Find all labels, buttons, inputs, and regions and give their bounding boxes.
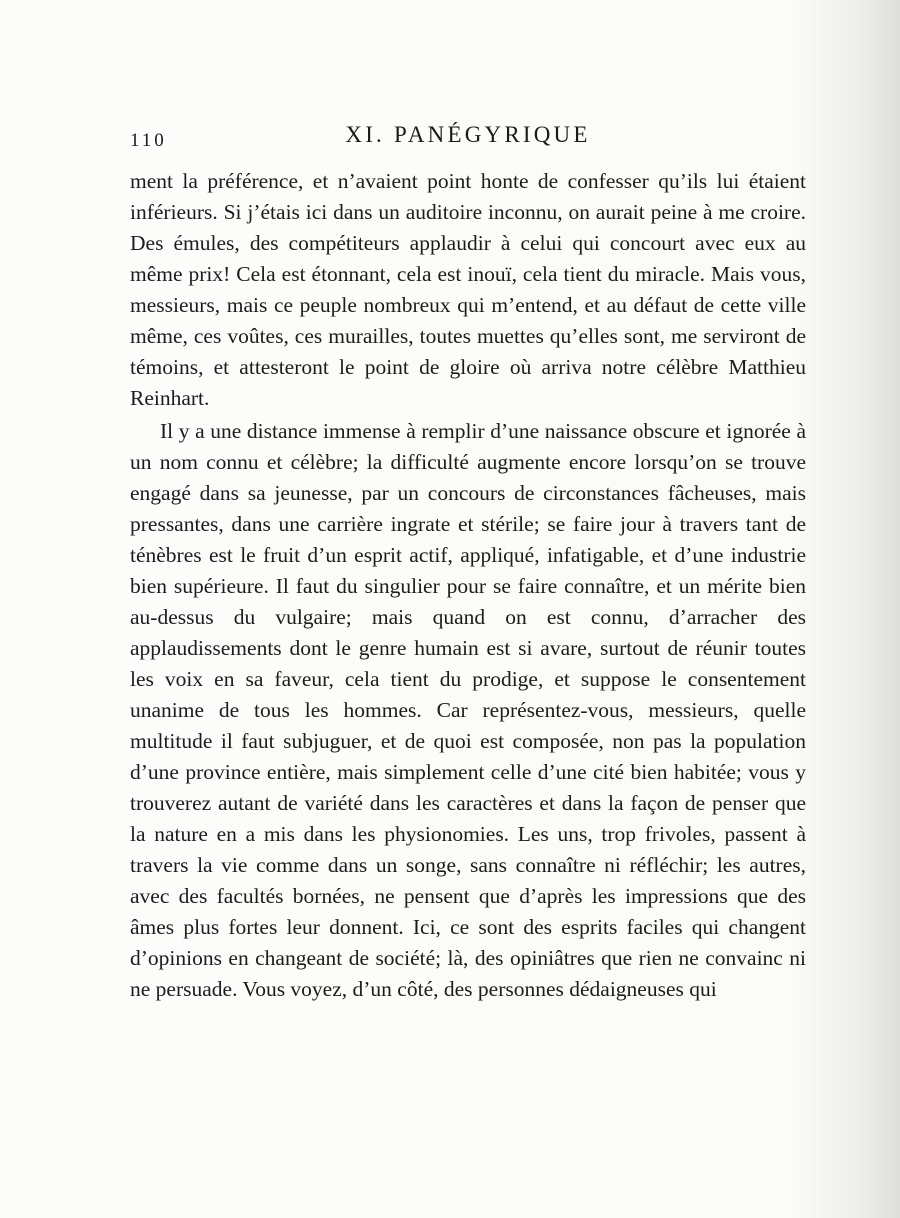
paragraph-continued: ment la préférence, et n’avaient point honte de confesser qu’ils lui étaient inférieurs. Si j’étais ici dans un auditoire inconnu, on aurait peine à me croire. Des émules, des compétiteurs applaudir à celui qui concourt avec eux au même prix! Cela est étonnant, cela est inouï, cela tient du miracle. Mais vous, messieurs, mais ce peuple nombreux qui m’entend, et au défaut de cette ville même, ces voûtes, ces murailles, toutes muettes qu’elles sont, me serviront de témoins, et attesteront le point de gloire où arriva notre célèbre Matthieu Reinhart. [130,169,806,410]
body-text [130,166,806,1005]
page-number: 110 [130,130,167,151]
page-header [130,122,806,156]
running-title: XI. PANÉGYRIQUE [345,122,591,147]
paragraph: Il y a une distance immense à remplir d’une naissance obscure et ignorée à un nom connu et célèbre; la difficulté augmente encore lorsqu’on se trouve engagé dans sa jeunesse, par un concours de circonstances fâcheuses, mais pressantes, dans une carrière ingrate et stérile; se faire jour à travers tant de ténèbres est le fruit d’un esprit actif, appliqué, infatigable, et d’une industrie bien supérieure. Il faut du singulier pour se faire connaître, et un mérite bien au-dessus du vulgaire; mais quand on est connu, d’arracher des applaudissements dont le genre humain est si avare, surtout de réunir toutes les voix en sa faveur, cela tient du prodige, et suppose le consentement unanime de tous les hommes. Car représentez-vous, messieurs, quelle multitude il faut subjuguer, et de quoi est composée, non pas la population d’une province entière, mais simplement celle d’une cité bien habitée; vous y trouverez autant de variété dans les caractères et dans la façon de penser que la nature en a mis dans les physionomies. Les uns, trop frivoles, passent à travers la vie comme dans un songe, sans connaître ni réfléchir; les autres, avec des facultés bornées, ne pensent que d’après les impressions que des âmes plus fortes leur donnent. Ici, ce sont des esprits faciles qui changent d’opinions en changeant de société; là, des opiniâtres que rien ne convainc ni ne persuade. Vous voyez, d’un côté, des personnes dédaigneuses qui [130,419,806,1001]
